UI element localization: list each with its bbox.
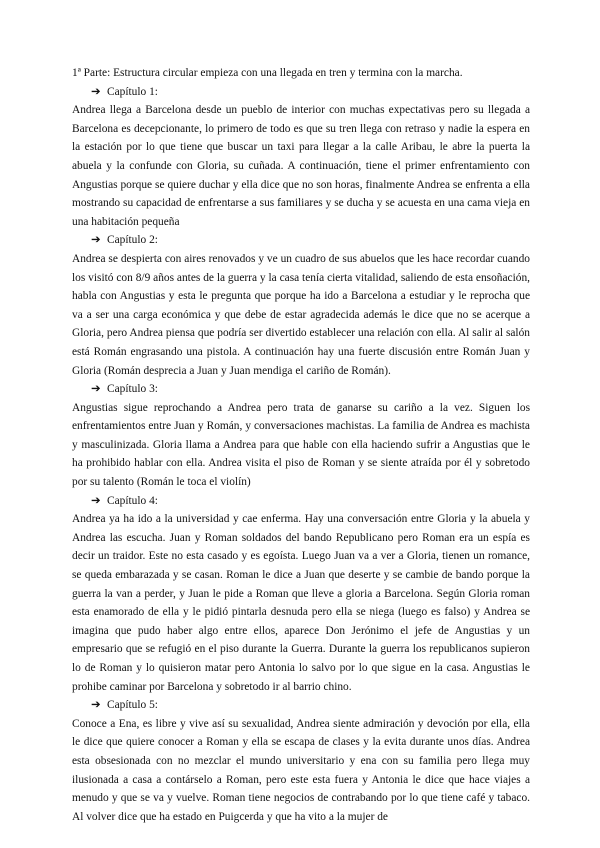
chapter-1-heading [72,83,530,102]
chapter-5-text: Conoce a Ena, es libre y vive así su sexualidad, Andrea siente admiración y devoción por ella, ella le dice que quiere conocer a Roman y ella se escapa de clases y la evita durante unos días. Andrea esta obsesionada con no mezclar el mundo universitario y ena con su familia pero llega muy ilusionada a casa a contárselo a Roman, pero este esta fuera y Antonia le dice que hace viajes a menudo y que se va y vuelve. Roman tiene negocios de contrabando por lo que tiene café y tabaco. Al volver dice que ha estado en Puigcerda y que ha vito a la mujer de [72,717,530,823]
arrow-icon: ➔ [91,383,101,396]
chapter-1-title: Capítulo 1: [107,85,158,98]
chapter-5-heading [72,696,530,715]
chapter-4-text: Andrea ya ha ido a la universidad y cae enferma. Hay una conversación entre Gloria y la abuela y Andrea las escucha. Juan y Roman soldados del bando Republicano pero Roman era un espía es decir un traidor. Este no esta casado y es egoísta. Luego Juan va a ver a Gloria, tienen un romance, se queda embarazada y se casan. Roman le dice a Juan que deserte y se cambie de bando porque la guerra la van a perder, y Juan le pide a Roman que lleve a gloria a Barcelona. Según Gloria roman esta enamorado de ella y le pidió pintarla desnuda pero ella se niega (luego es falso) y Andrea se imagina que pudo haber algo entre ellos, aparece Don Jerónimo el jefe de Angustias y un empresario que se refugió en el piso durante la Guerra. Durante la guerra los republicanos supieron lo de Roman y lo quisieron matar pero Antonia lo salvo por lo que sigue en la casa. Angustias le prohibe caminar por Barcelona y sobretodo ir al barrio chino. [72,513,530,693]
chapter-3-title: Capítulo 3: [107,383,158,396]
chapter-3-heading [72,380,530,399]
arrow-icon: ➔ [91,494,101,507]
chapter-4-heading [72,492,530,511]
chapter-3-text: Angustias sigue reprochando a Andrea pero trata de ganarse su cariño a la vez. Siguen los enfrentamientos entre Juan y Román, y conversaciones machistas. La familia de Andrea es machista y masculinizada. Gloria llama a Andrea para que hable con ella haciendo sufrir a Angustias que le ha prohibido hablar con ella. Andrea visita el piso de Roman y se siente atraída por él y sobretodo por su talento (Román le toca el violín) [72,401,530,489]
chapter-2-title: Capítulo 2: [107,234,158,247]
part-intro: 1ª Parte: Estructura circular empieza con una llegada en tren y termina con la marcha. [72,67,463,79]
chapter-2-heading [72,231,530,250]
chapter-2-text: Andrea se despierta con aires renovados y ve un cuadro de sus abuelos que les hace recordar cuando los visitó con 8/9 años antes de la guerra y la casa tenía cierta vitalidad, saliendo de esta ensoñación, habla con Angustias y esta le pregunta que porque ha ido a Barcelona a estudiar y le reprocha que va a ser una carga económica y que debe de estar agradecida además le dice que no se acerque a Gloria, pero Andrea piensa que podría ser divertido establecer una relación con ella. Al salir al salón está Román engrasando una pistola. A continuación hay una fuerte discusión entre Román Juan y Gloria (Román desprecia a Juan y Juan mendiga el cariño de Román). [72,252,530,377]
chapter-5-title: Capítulo 5: [107,699,158,712]
arrow-icon: ➔ [91,85,101,98]
document-page [72,64,530,826]
arrow-icon: ➔ [91,699,101,712]
chapter-4-title: Capítulo 4: [107,494,158,507]
arrow-icon: ➔ [91,234,101,247]
chapter-1-text: Andrea llega a Barcelona desde un pueblo de interior con muchas expectativas pero su llegada a Barcelona es decepcionante, lo primero de todo es que su tren llega con retraso y nadie la espera en la estación por lo que tiene que buscar un taxi para llegar a la calle Aribau, le abre la puerta la abuela y la confunde con Gloria, su cuñada. A continuación, tiene el primer enfrentamiento con Angustias porque se quiere duchar y ella dice que no son horas, finalmente Andrea se enfrenta a ella mostrando su capacidad de enfrentarse a sus familiares y se ducha y se acuesta en una cama vieja en una habitación pequeña [72,104,530,228]
